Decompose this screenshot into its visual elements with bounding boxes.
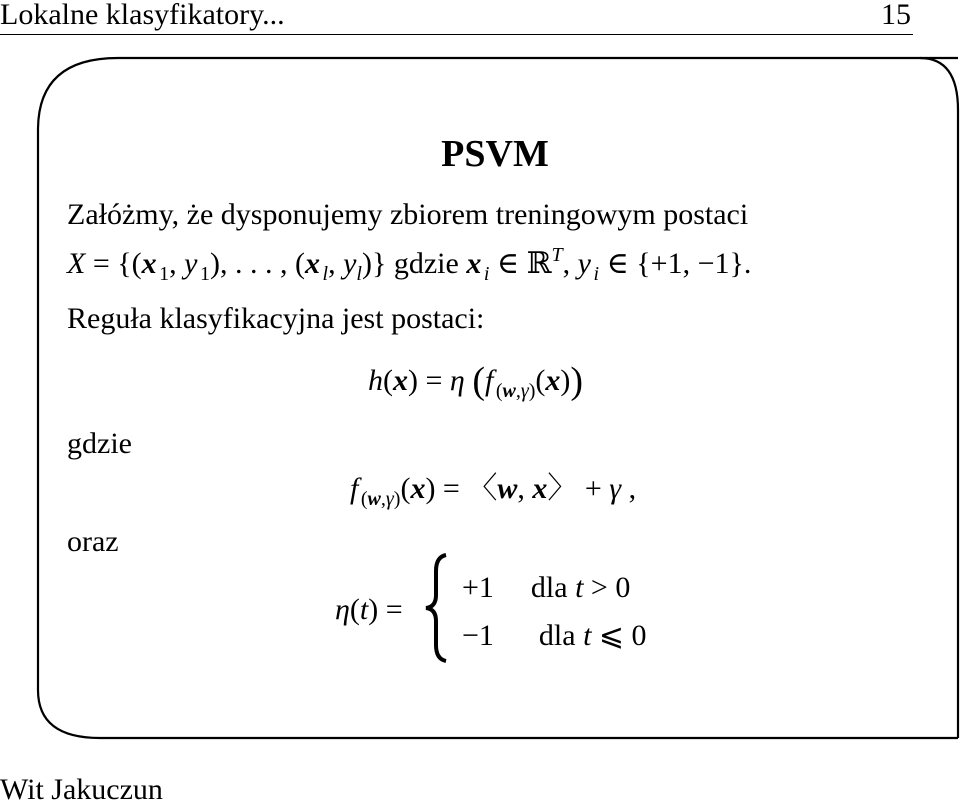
case-positive: +1 dla t > 0: [462, 571, 631, 604]
h-formula: h(x) = η (f $_{(w,\gamma)}$(x)): [368, 360, 584, 402]
case-negative: −1 dla t ⩽ 0: [462, 619, 647, 652]
gdzie-inline: gdzie: [393, 247, 459, 280]
case-negative-condition: dla: [538, 619, 576, 652]
intro-text: Załóżmy, że dysponujemy zbiorem treningowym postaci: [67, 198, 749, 231]
training-set-formula: X = {(x $_1$, y $_1$), . . . , (x $_l$, $y_l$)} gdzie x $_i$ ∈ ℝ$^T$, y $_i$ ∈ {+1, −1}.: [67, 244, 752, 285]
rule-intro-text: Reguła klasyfikacyjna jest postaci:: [67, 302, 485, 335]
f-formula: f $_{(w,\gamma)}$(x) = 〈w, x〉 + γ ,: [350, 472, 637, 510]
case-positive-value: +1: [462, 571, 494, 604]
page-number: 15: [881, 0, 911, 31]
oraz-label: oraz: [67, 525, 119, 558]
gdzie-label: gdzie: [67, 427, 132, 460]
page-header: [0, 0, 913, 35]
header-title: Lokalne klasyfikatory...: [0, 0, 285, 31]
case-negative-value: −1: [462, 619, 494, 652]
footer-author: Wit Jakuczun: [0, 773, 163, 806]
eta-formula-lhs: η(t) =: [335, 593, 403, 626]
slide-title: PSVM: [441, 133, 549, 175]
left-brace: [418, 553, 458, 663]
case-positive-condition: dla: [530, 571, 568, 604]
